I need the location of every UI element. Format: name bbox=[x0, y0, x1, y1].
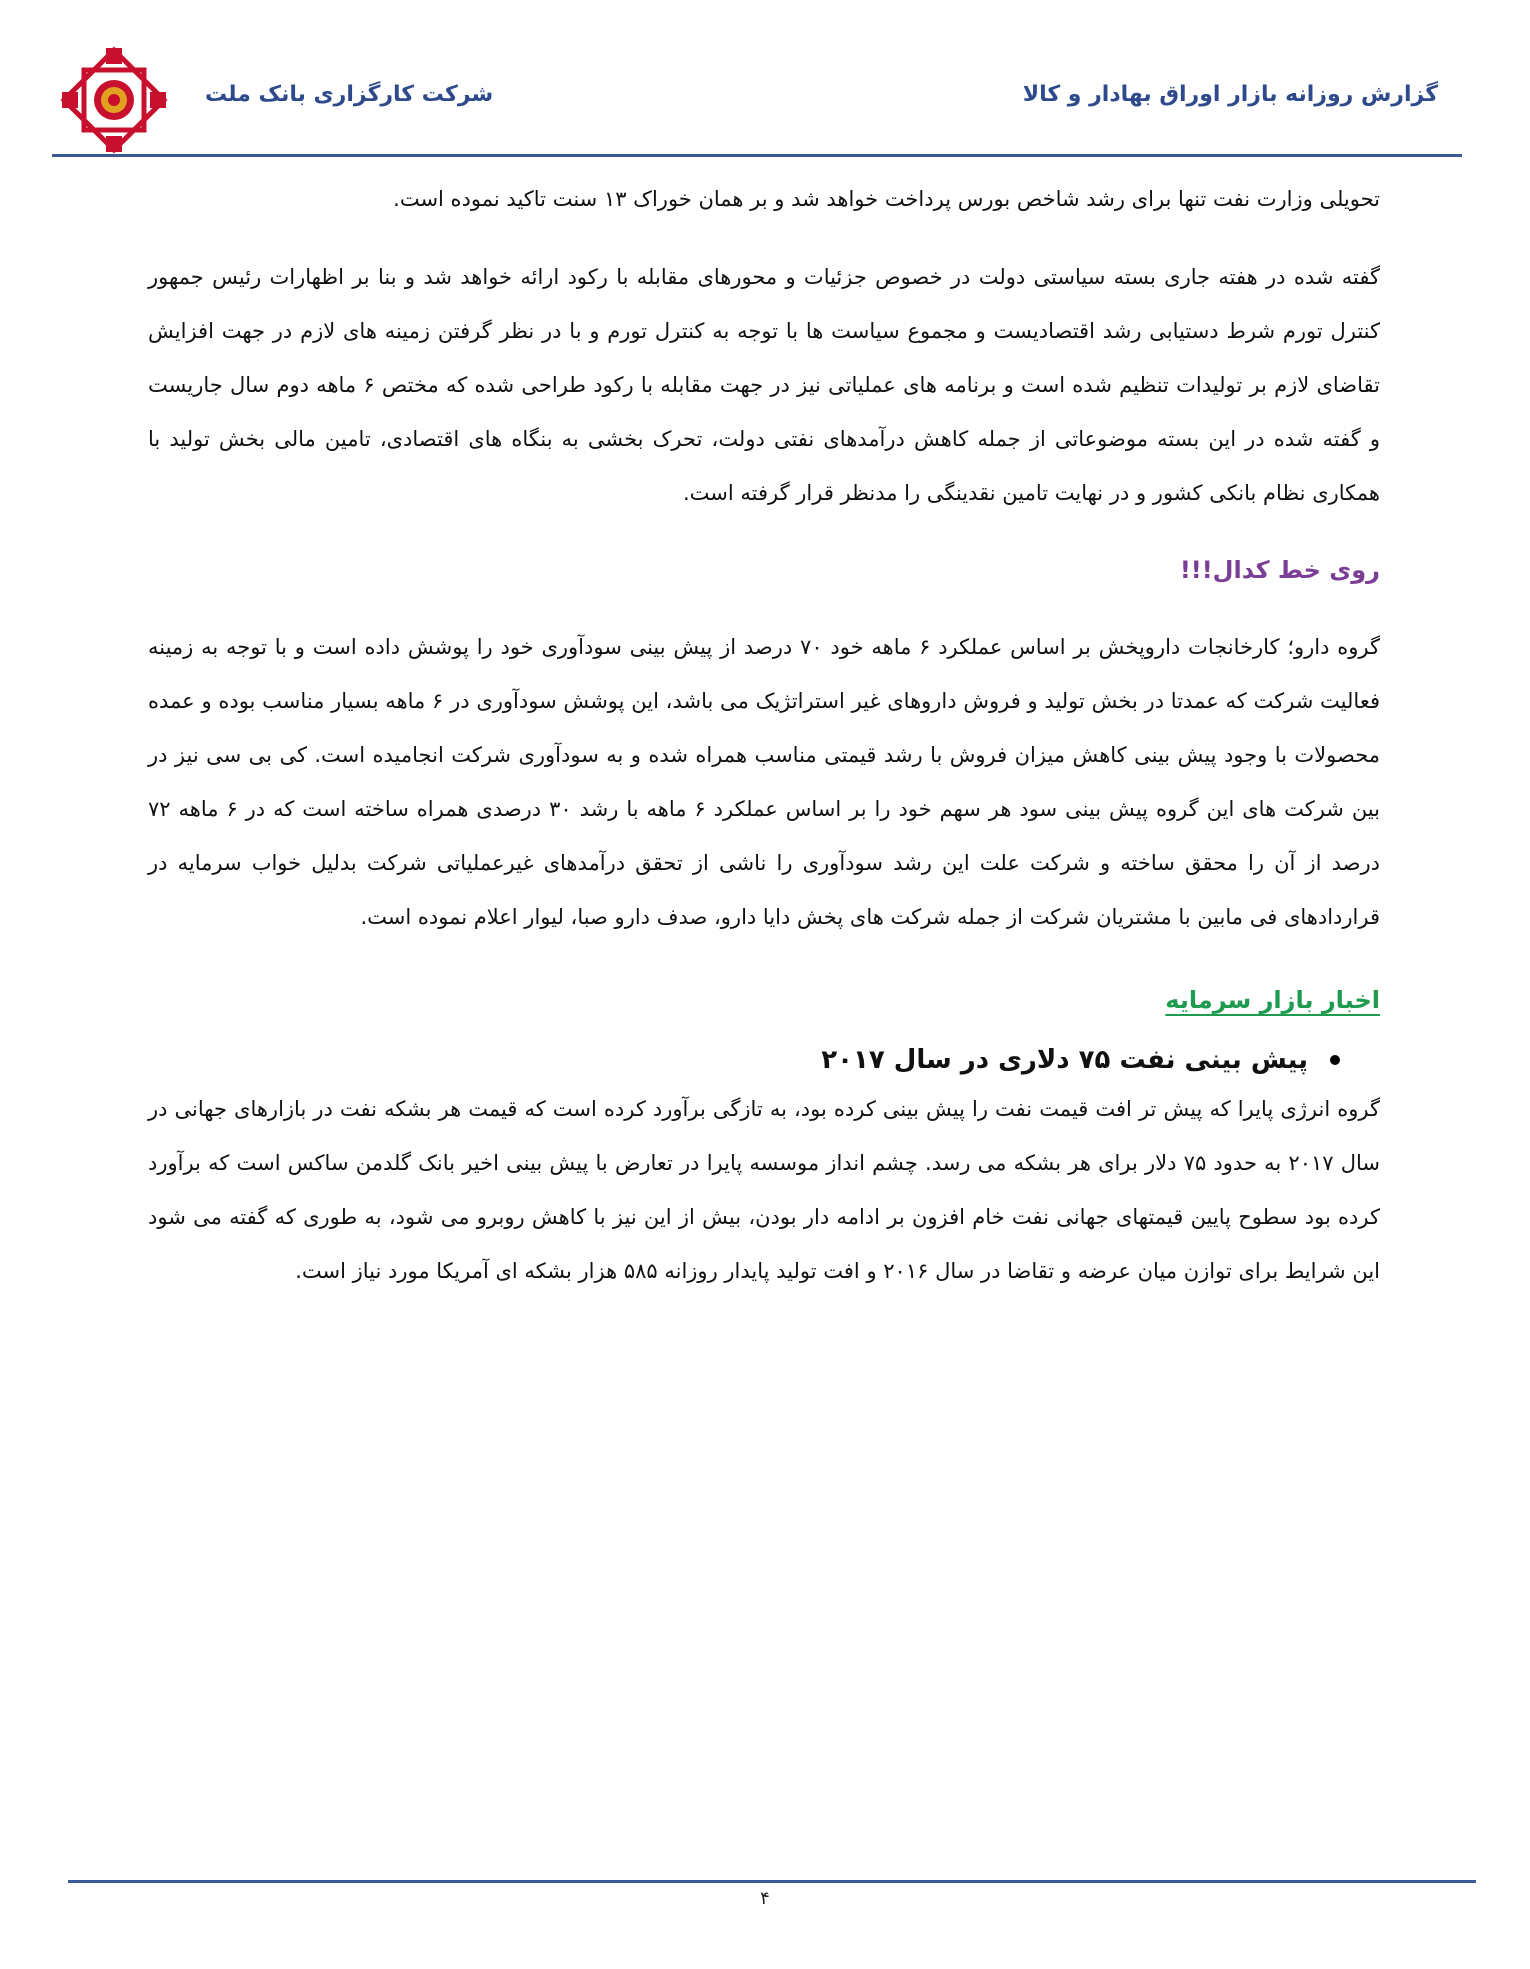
report-title: گزارش روزانه بازار اوراق بهادار و کالا bbox=[1022, 82, 1438, 107]
section-title-codal: روی خط کدال!!! bbox=[1179, 556, 1380, 584]
footer-divider bbox=[68, 1880, 1476, 1883]
page-header bbox=[0, 0, 1530, 160]
paragraph-oil-ministry: تحویلی وزارت نفت تنها برای رشد شاخص بورس پرداخت خواهد شد و بر همان خوراک ۱۳ سنت تاکید نموده است. bbox=[393, 187, 1380, 211]
paragraph-oil-forecast: گروه انرژی پایرا که پیش تر افت قیمت نفت را پیش بینی کرده بود، به تازگی برآورد کرده است که قیمت هر بشکه نفت در بازارهای جهانی در سال ۲۰۱۷ به حدود ۷۵ دلار برای هر بشکه می رسد. چشم انداز موسسه پایرا در تعارض با پیش بینی اخیر بانک گلدمن ساکس است که برآورد کرده بود سطوح پایین قیمتهای جهانی نفت خام افزون بر ادامه دار بودن، بیش از این نیز با کاهش روبرو می شود، به طوری که گفته می شود این شرایط برای توازن میان عرضه و تقاضا در سال ۲۰۱۶ و افت تولید پایدار روزانه ۵۸۵ هزار بشکه ای آمریکا مورد نیاز است. bbox=[148, 1097, 1380, 1283]
paragraph-pharma-group: گروه دارو؛ کارخانجات داروپخش بر اساس عملکرد ۶ ماهه خود ۷۰ درصد از پیش بینی سودآوری خود را پوشش داده است و با توجه به زمینه فعالیت شرکت که عمدتا در بخش تولید و فروش داروهای غیر استراتژیک می باشد، این پوشش سودآوری در ۶ ماهه بسیار مناسب بوده و عمده محصولات با وجود پیش بینی کاهش میزان فروش با رشد قیمتی مناسب همراه شده و به سودآوری شرکت انجامیده است. کی بی سی نیز در بین شرکت های این گروه پیش بینی سود هر سهم خود را بر اساس عملکرد ۶ ماهه با رشد ۳۰ درصدی همراه ساخته است که در ۶ ماهه ۷۲ درصد از آن را محقق ساخته و شرکت علت این رشد سودآوری را ناشی از تحقق درآمدهای غیرعملیاتی شرکت بدلیل خواب سرمایه در قراردادهای فی مابین با مشتریان شرکت از جمله شرکت های پخش دایا دارو، صدف دارو صبا، لیوار اعلام نموده است. bbox=[148, 635, 1380, 929]
company-logo-icon bbox=[60, 46, 168, 154]
news-bullet-item bbox=[148, 1038, 1340, 1082]
company-name: شرکت کارگزاری بانک ملت bbox=[205, 82, 494, 107]
bullet-dot-icon bbox=[1330, 1055, 1340, 1065]
page-number: ۴ bbox=[760, 1888, 770, 1909]
section-title-capital-market-news: اخبار بازار سرمایه bbox=[1165, 986, 1380, 1014]
header-divider bbox=[52, 154, 1462, 157]
news-headline: پیش بینی نفت ۷۵ دلاری در سال ۲۰۱۷ bbox=[821, 1045, 1308, 1075]
paragraph-policy-package: گفته شده در هفته جاری بسته سیاستی دولت در خصوص جزئیات و محورهای مقابله با رکود ارائه خواهد شد و بنا بر اظهارات رئیس جمهور کنترل تورم شرط دستیابی رشد اقتصادیست و مجموع سیاست ها با توجه به کنترل تورم و با در نظر گرفتن زمینه های لازم در جهت افزایش تقاضای لازم بر تولیدات تنظیم شده است و برنامه های عملیاتی نیز در جهت مقابله با رکود طراحی شده که مختص ۶ ماهه دوم سال جاریست و گفته شده در این بسته موضوعاتی از جمله کاهش درآمدهای نفتی دولت، تحرک بخشی به بنگاه های اقتصادی، تامین مالی بخش تولید با همکاری نظام بانکی کشور و در نهایت تامین نقدینگی را مدنظر قرار گرفته است. bbox=[148, 265, 1380, 505]
page-content bbox=[148, 172, 1380, 1298]
